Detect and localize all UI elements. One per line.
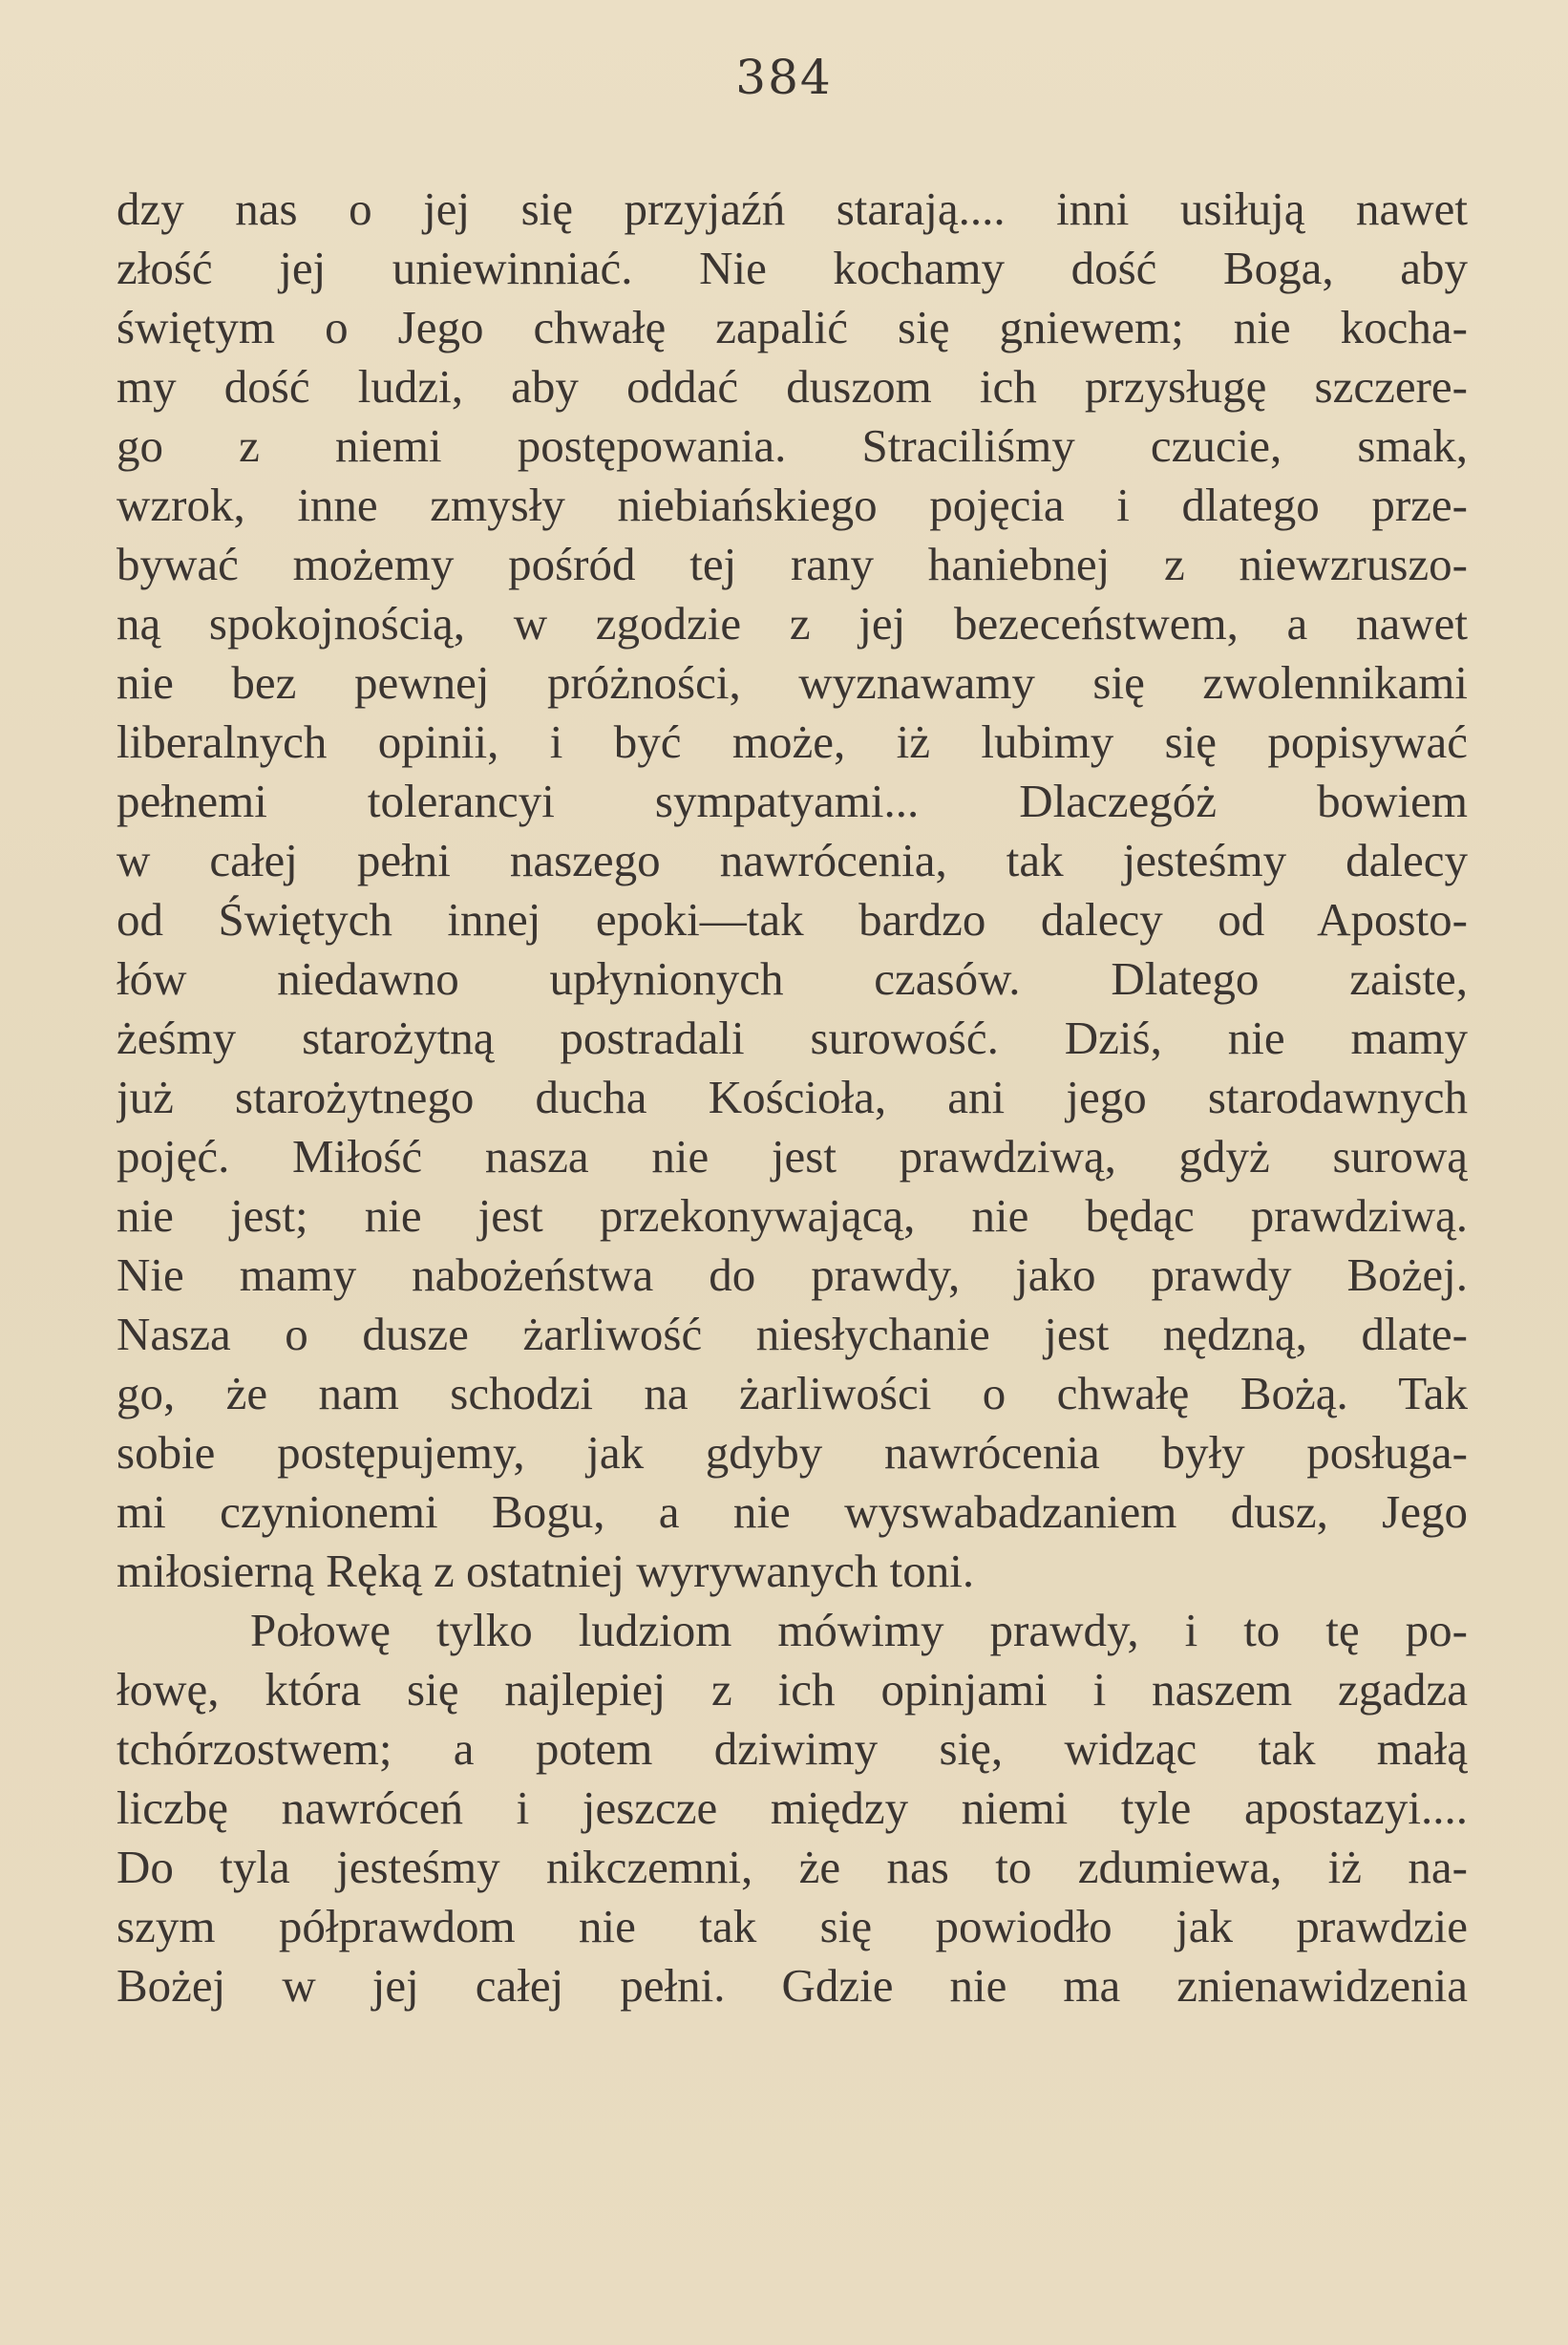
- text-line: świętym o Jego chwałę zapalić się gniewem; nie kocha-: [117, 301, 1468, 353]
- text-line: pełnemi tolerancyi sympatyami... Dlaczegóż bowiem: [117, 775, 1468, 827]
- text-line: już starożytnego ducha Kościoła, ani jego starodawnych: [117, 1071, 1468, 1123]
- text-line: od Świętych innej epoki—tak bardzo dalecy od Aposto-: [117, 893, 1468, 946]
- text-line: Do tyla jesteśmy nikczemni, że nas to zdumiewa, iż na-: [117, 1841, 1468, 1893]
- text-line: łów niedawno upłynionych czasów. Dlatego zaiste,: [117, 952, 1468, 1005]
- text-line: go, że nam schodzi na żarliwości o chwałę Bożą. Tak: [117, 1367, 1468, 1419]
- text-line: w całej pełni naszego nawrócenia, tak jesteśmy dalecy: [117, 834, 1468, 886]
- text-line: Nie mamy nabożeństwa do prawdy, jako prawdy Bożej.: [117, 1248, 1468, 1301]
- text-line: miłosierną Ręką z ostatniej wyrywanych toni.: [117, 1545, 975, 1597]
- text-line: sobie postępujemy, jak gdyby nawrócenia były posługa-: [117, 1426, 1468, 1479]
- text-line: szym półprawdom nie tak się powiodło jak prawdzie: [117, 1900, 1468, 1952]
- text-line: liczbę nawróceń i jeszcze między niemi tyle apostazyi....: [117, 1781, 1468, 1834]
- text-line: Bożej w jej całej pełni. Gdzie nie ma znienawidzenia: [117, 1959, 1468, 2012]
- text-line: nie jest; nie jest przekonywającą, nie będąc prawdziwą.: [117, 1189, 1468, 1242]
- text-line: żeśmy starożytną postradali surowość. Dziś, nie mamy: [117, 1012, 1468, 1064]
- text-line: złość jej uniewinniać. Nie kochamy dość Boga, aby: [117, 242, 1468, 294]
- text-line: Połowę tylko ludziom mówimy prawdy, i to tę po-: [250, 1604, 1468, 1656]
- text-line: nie bez pewnej próżności, wyznawamy się zwolennikami: [117, 656, 1468, 709]
- paragraph-1: [117, 180, 1468, 1601]
- page-number: 384: [735, 50, 833, 105]
- text-line: ną spokojnością, w zgodzie z jej bezeceństwem, a nawet: [117, 597, 1468, 650]
- text-line: pojęć. Miłość nasza nie jest prawdziwą, gdyż surową: [117, 1130, 1468, 1183]
- text-line: dzy nas o jej się przyjaźń starają.... inni usiłują nawet: [117, 182, 1468, 235]
- text-line: mi czynionemi Bogu, a nie wyswabadzaniem dusz, Jego: [117, 1485, 1468, 1538]
- paragraph-2: [117, 1601, 1468, 2015]
- text-line: my dość ludzi, aby oddać duszom ich przysługę szczere-: [117, 360, 1468, 413]
- text-line: go z niemi postępowania. Straciliśmy czucie, smak,: [117, 419, 1468, 472]
- text-line: liberalnych opinii, i być może, iż lubimy się popisywać: [117, 715, 1468, 768]
- text-line: bywać możemy pośród tej rany haniebnej z niewzruszo-: [117, 538, 1468, 590]
- text-line: tchórzostwem; a potem dziwimy się, widząc tak małą: [117, 1722, 1468, 1775]
- body-text: [117, 180, 1468, 2015]
- text-line: Nasza o dusze żarliwość niesłychanie jest nędzną, dlate-: [117, 1308, 1468, 1360]
- text-line: wzrok, inne zmysły niebiańskiego pojęcia i dlatego prze-: [117, 479, 1468, 531]
- text-line: łowę, która się najlepiej z ich opinjami i naszem zgadza: [117, 1663, 1468, 1716]
